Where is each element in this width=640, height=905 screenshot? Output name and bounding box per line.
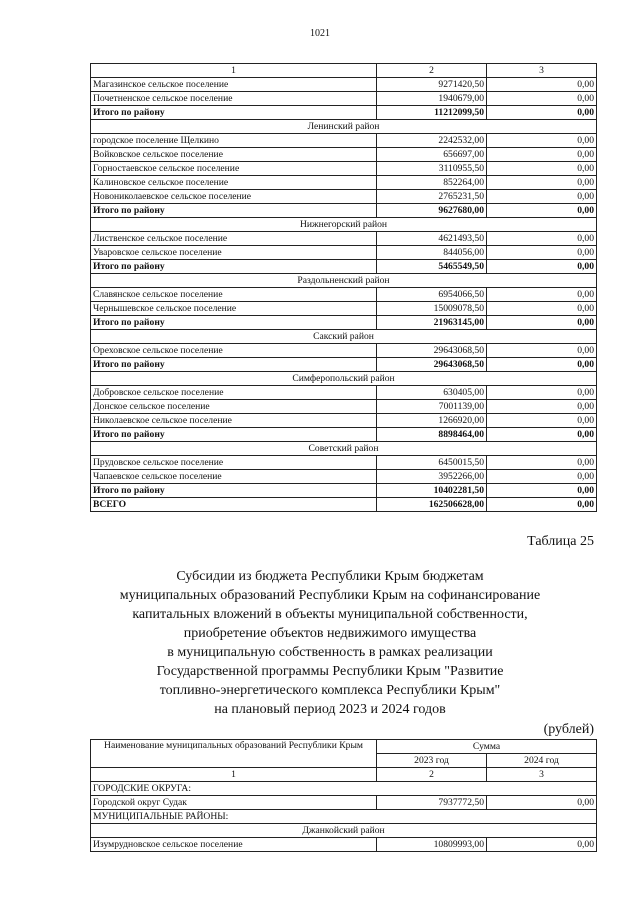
table-row — [91, 176, 597, 190]
table-row — [91, 246, 597, 260]
table-row — [91, 302, 597, 316]
amount-2023: 10402281,50 — [377, 484, 487, 498]
amount-2024: 0,00 — [487, 134, 597, 148]
district-name: Советский район — [91, 442, 597, 456]
column-number: 3 — [487, 64, 597, 78]
municipality-name: Ореховское сельское поселение — [91, 344, 377, 358]
municipality-name: Чернышевское сельское поселение — [91, 302, 377, 316]
amount-2024: 0,00 — [487, 162, 597, 176]
table-row — [91, 386, 597, 400]
municipality-name: Лиственское сельское поселение — [91, 232, 377, 246]
table-row — [91, 148, 597, 162]
caption-line: капитальных вложений в объекты муниципальной собственности, — [132, 607, 528, 622]
caption-line: топливно-энергетического комплекса Республики Крым" — [159, 683, 501, 698]
header-sum: Сумма — [377, 740, 597, 754]
amount-2023: 29643068,50 — [377, 358, 487, 372]
amount-2024: 0,00 — [487, 260, 597, 274]
group-name: МУНИЦИПАЛЬНЫЕ РАЙОНЫ: — [91, 810, 597, 824]
amount-2024: 0,00 — [487, 302, 597, 316]
total-row — [91, 428, 597, 442]
amount-2024: 0,00 — [487, 106, 597, 120]
municipality-name: Итого по району — [91, 106, 377, 120]
caption-line: приобретение объектов недвижимого имущества — [183, 626, 477, 641]
municipality-name: Итого по району — [91, 484, 377, 498]
amount-2023: 1266920,00 — [377, 414, 487, 428]
table-row — [91, 162, 597, 176]
total-row — [91, 358, 597, 372]
amount-2023: 9271420,50 — [377, 78, 487, 92]
amount-2024: 0,00 — [487, 288, 597, 302]
municipality-name: Городской округ Судак — [91, 796, 377, 810]
amount-2023: 656697,00 — [377, 148, 487, 162]
header-year-2024: 2024 год — [487, 754, 597, 768]
amount-2024: 0,00 — [487, 246, 597, 260]
caption-line: Государственной программы Республики Крым "Развитие — [156, 664, 504, 679]
municipality-name: ВСЕГО — [91, 498, 377, 512]
district-name: Раздольненский район — [91, 274, 597, 288]
amount-2024: 0,00 — [487, 148, 597, 162]
caption-line: на плановый период 2023 и 2024 годов — [214, 702, 446, 717]
municipality-name: Калиновское сельское поселение — [91, 176, 377, 190]
amount-2024: 0,00 — [487, 232, 597, 246]
page-number: 1021 — [310, 28, 330, 39]
amount-2023: 3952266,00 — [377, 470, 487, 484]
column-number-row — [91, 64, 597, 78]
municipality-name: Магазинское сельское поселение — [91, 78, 377, 92]
column-number: 2 — [377, 64, 487, 78]
municipality-name: Итого по району — [91, 260, 377, 274]
table-row — [91, 414, 597, 428]
amount-2023: 4621493,50 — [377, 232, 487, 246]
subsidy-table-25 — [90, 739, 597, 852]
total-row — [91, 484, 597, 498]
caption-line: Субсидии из бюджета Республики Крым бюджетам — [176, 569, 484, 584]
header-year-2023: 2023 год — [377, 754, 487, 768]
table-row — [91, 456, 597, 470]
district-name: Симферопольский район — [91, 372, 597, 386]
district-header-row — [91, 120, 597, 134]
amount-2024: 0,00 — [487, 358, 597, 372]
table-row — [91, 838, 597, 852]
amount-2023: 2765231,50 — [377, 190, 487, 204]
amount-2023: 6954066,50 — [377, 288, 487, 302]
amount-2024: 0,00 — [487, 796, 597, 810]
amount-2024: 0,00 — [487, 838, 597, 852]
amount-2023: 5465549,50 — [377, 260, 487, 274]
municipality-name: Итого по району — [91, 316, 377, 330]
amount-2024: 0,00 — [487, 78, 597, 92]
table-row — [91, 288, 597, 302]
amount-2023: 7937772,50 — [377, 796, 487, 810]
municipality-name: Николаевское сельское поселение — [91, 414, 377, 428]
group-header-row — [91, 782, 597, 796]
group-header-row — [91, 810, 597, 824]
amount-2024: 0,00 — [487, 470, 597, 484]
municipality-name: Итого по району — [91, 204, 377, 218]
municipality-name: Чапаевское сельское поселение — [91, 470, 377, 484]
district-name: Джанкойский район — [91, 824, 597, 838]
amount-2023: 630405,00 — [377, 386, 487, 400]
table-row — [91, 78, 597, 92]
total-row — [91, 316, 597, 330]
column-number: 1 — [91, 768, 377, 782]
amount-2023: 8898464,00 — [377, 428, 487, 442]
amount-2023: 11212099,50 — [377, 106, 487, 120]
amount-2023: 844056,00 — [377, 246, 487, 260]
table-row — [91, 134, 597, 148]
table-label: Таблица 25 — [527, 534, 594, 549]
municipality-name: городское поселение Щелкино — [91, 134, 377, 148]
table-row — [91, 400, 597, 414]
total-row — [91, 204, 597, 218]
table-row — [91, 190, 597, 204]
municipality-name: Почетненское сельское поселение — [91, 92, 377, 106]
municipality-name: Итого по району — [91, 428, 377, 442]
amount-2023: 7001139,00 — [377, 400, 487, 414]
table-row — [91, 344, 597, 358]
caption-line: муниципальных образований Республики Крым на софинансирование — [119, 588, 541, 603]
subsidy-table-continued — [90, 63, 597, 512]
district-header-row — [91, 442, 597, 456]
total-row — [91, 106, 597, 120]
amount-2024: 0,00 — [487, 414, 597, 428]
amount-2023: 1940679,00 — [377, 92, 487, 106]
municipality-name: Новониколаевское сельское поселение — [91, 190, 377, 204]
amount-2023: 3110955,50 — [377, 162, 487, 176]
amount-2023: 21963145,00 — [377, 316, 487, 330]
district-header-row — [91, 218, 597, 232]
total-row — [91, 260, 597, 274]
table-row — [91, 796, 597, 810]
district-name: Ленинский район — [91, 120, 597, 134]
municipality-name: Славянское сельское поселение — [91, 288, 377, 302]
amount-2024: 0,00 — [487, 204, 597, 218]
amount-2024: 0,00 — [487, 456, 597, 470]
district-header-row — [91, 824, 597, 838]
column-number: 2 — [377, 768, 487, 782]
municipality-name: Донское сельское поселение — [91, 400, 377, 414]
district-name: Сакский район — [91, 330, 597, 344]
group-name: ГОРОДСКИЕ ОКРУГА: — [91, 782, 597, 796]
table-caption — [60, 567, 600, 719]
amount-2023: 10809993,00 — [377, 838, 487, 852]
amount-2023: 2242532,00 — [377, 134, 487, 148]
amount-2024: 0,00 — [487, 400, 597, 414]
district-header-row — [91, 274, 597, 288]
amount-2023: 162506628,00 — [377, 498, 487, 512]
amount-2024: 0,00 — [487, 190, 597, 204]
header-row — [91, 740, 597, 754]
district-header-row — [91, 372, 597, 386]
table-row — [91, 232, 597, 246]
amount-2024: 0,00 — [487, 344, 597, 358]
amount-2024: 0,00 — [487, 386, 597, 400]
amount-2024: 0,00 — [487, 428, 597, 442]
table-row — [91, 470, 597, 484]
amount-2024: 0,00 — [487, 316, 597, 330]
caption-line: в муниципальную собственность в рамках реализации — [167, 645, 493, 660]
municipality-name: Добровское сельское поселение — [91, 386, 377, 400]
amount-2023: 852264,00 — [377, 176, 487, 190]
municipality-name: Уваровское сельское поселение — [91, 246, 377, 260]
district-name: Нижнегорский район — [91, 218, 597, 232]
amount-2024: 0,00 — [487, 484, 597, 498]
municipality-name: Итого по району — [91, 358, 377, 372]
column-number: 1 — [91, 64, 377, 78]
column-number: 3 — [487, 768, 597, 782]
column-number-row — [91, 768, 597, 782]
header-name: Наименование муниципальных образований Республики Крым — [91, 740, 377, 768]
amount-2024: 0,00 — [487, 176, 597, 190]
district-header-row — [91, 330, 597, 344]
table-row — [91, 92, 597, 106]
municipality-name: Войковское сельское поселение — [91, 148, 377, 162]
amount-2024: 0,00 — [487, 92, 597, 106]
municipality-name: Горностаевское сельское поселение — [91, 162, 377, 176]
municipality-name: Изумрудновское сельское поселение — [91, 838, 377, 852]
amount-2023: 9627680,00 — [377, 204, 487, 218]
amount-2024: 0,00 — [487, 498, 597, 512]
amount-2023: 6450015,50 — [377, 456, 487, 470]
amount-2023: 15009078,50 — [377, 302, 487, 316]
total-row — [91, 498, 597, 512]
municipality-name: Прудовское сельское поселение — [91, 456, 377, 470]
units-label: (рублей) — [543, 722, 594, 737]
amount-2023: 29643068,50 — [377, 344, 487, 358]
